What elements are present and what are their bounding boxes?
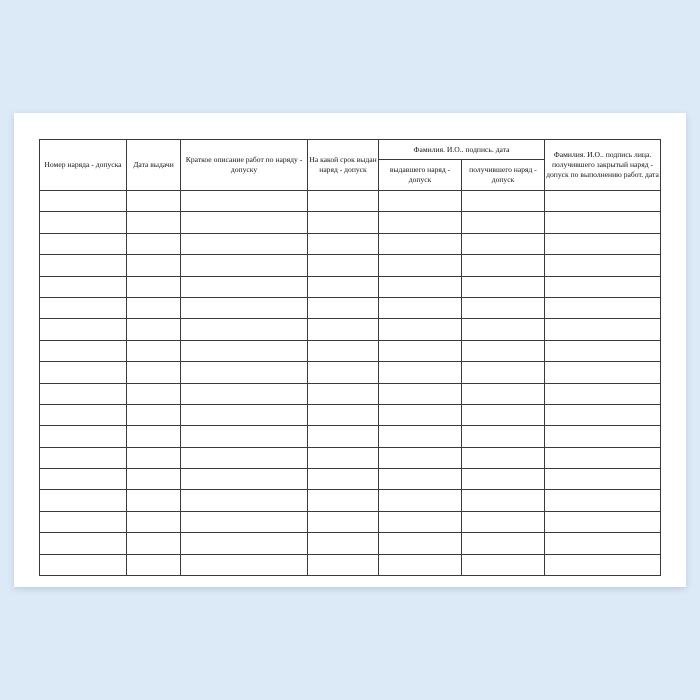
table-cell[interactable]	[40, 362, 127, 383]
table-cell[interactable]	[379, 362, 462, 383]
table-cell[interactable]	[308, 469, 379, 490]
table-cell[interactable]	[181, 426, 308, 447]
table-cell[interactable]	[545, 533, 661, 554]
table-cell[interactable]	[181, 383, 308, 404]
table-cell[interactable]	[545, 447, 661, 468]
table-cell[interactable]	[462, 362, 545, 383]
table-cell[interactable]	[545, 554, 661, 575]
table-cell[interactable]	[127, 319, 181, 340]
table-cell[interactable]	[308, 533, 379, 554]
table-cell[interactable]	[181, 233, 308, 254]
table-cell[interactable]	[40, 255, 127, 276]
table-cell[interactable]	[462, 426, 545, 447]
table-cell[interactable]	[462, 490, 545, 511]
table-cell[interactable]	[40, 469, 127, 490]
table-cell[interactable]	[181, 447, 308, 468]
header-validity-term: На какой срок выдан наряд - допуск	[308, 140, 379, 191]
table-cell[interactable]	[545, 511, 661, 532]
table-cell[interactable]	[308, 319, 379, 340]
table-cell[interactable]	[308, 426, 379, 447]
table-cell[interactable]	[462, 255, 545, 276]
header-issuer: выдавшего наряд - допуск	[379, 160, 462, 191]
table-cell[interactable]	[181, 469, 308, 490]
table-cell[interactable]	[545, 276, 661, 297]
table-cell[interactable]	[181, 212, 308, 233]
table-cell[interactable]	[379, 340, 462, 361]
table-cell[interactable]	[40, 297, 127, 318]
table-cell[interactable]	[545, 255, 661, 276]
table-cell[interactable]	[379, 511, 462, 532]
table-cell[interactable]	[379, 319, 462, 340]
table-cell[interactable]	[127, 511, 181, 532]
table-cell[interactable]	[545, 469, 661, 490]
table-cell[interactable]	[379, 297, 462, 318]
table-body	[40, 191, 661, 576]
header-row-top	[40, 140, 661, 160]
table-row[interactable]	[40, 447, 661, 468]
table-cell[interactable]	[379, 233, 462, 254]
table-cell[interactable]	[127, 404, 181, 425]
table-cell[interactable]	[462, 276, 545, 297]
table-cell[interactable]	[181, 276, 308, 297]
table-cell[interactable]	[127, 383, 181, 404]
table-cell[interactable]	[127, 297, 181, 318]
table-cell[interactable]	[181, 404, 308, 425]
table-cell[interactable]	[545, 233, 661, 254]
table-cell[interactable]	[127, 340, 181, 361]
table-row[interactable]	[40, 233, 661, 254]
table-cell[interactable]	[181, 511, 308, 532]
table-row[interactable]	[40, 469, 661, 490]
table-cell[interactable]	[181, 340, 308, 361]
table-row[interactable]	[40, 426, 661, 447]
table-cell[interactable]	[308, 276, 379, 297]
table-cell[interactable]	[379, 383, 462, 404]
header-group-signature: Фамилия. И.О.. подпись. дата	[379, 140, 545, 160]
table-cell[interactable]	[379, 212, 462, 233]
table-cell[interactable]	[379, 490, 462, 511]
table-row[interactable]	[40, 383, 661, 404]
table-cell[interactable]	[545, 297, 661, 318]
table-cell[interactable]	[40, 404, 127, 425]
table-cell[interactable]	[40, 212, 127, 233]
table-cell[interactable]	[545, 426, 661, 447]
table-cell[interactable]	[379, 404, 462, 425]
table-cell[interactable]	[379, 533, 462, 554]
table-cell[interactable]	[379, 276, 462, 297]
table-cell[interactable]	[462, 233, 545, 254]
table-cell[interactable]	[545, 191, 661, 212]
table-header	[40, 140, 661, 191]
table-row[interactable]	[40, 297, 661, 318]
table-cell[interactable]	[127, 469, 181, 490]
table-row[interactable]	[40, 255, 661, 276]
table-cell[interactable]	[308, 404, 379, 425]
table-cell[interactable]	[462, 297, 545, 318]
table-cell[interactable]	[40, 554, 127, 575]
table-cell[interactable]	[462, 469, 545, 490]
table-cell[interactable]	[308, 340, 379, 361]
table-cell[interactable]	[127, 447, 181, 468]
paper-page	[14, 113, 686, 587]
table-cell[interactable]	[40, 276, 127, 297]
table-cell[interactable]	[379, 554, 462, 575]
table-cell[interactable]	[308, 233, 379, 254]
table-cell[interactable]	[40, 233, 127, 254]
table-cell[interactable]	[127, 191, 181, 212]
table-cell[interactable]	[181, 191, 308, 212]
table-cell[interactable]	[545, 212, 661, 233]
table-cell[interactable]	[127, 255, 181, 276]
table-row[interactable]	[40, 191, 661, 212]
header-receiver: получившего наряд - допуск	[462, 160, 545, 191]
table-cell[interactable]	[40, 490, 127, 511]
table-cell[interactable]	[308, 511, 379, 532]
table-cell[interactable]	[545, 490, 661, 511]
table-cell[interactable]	[127, 276, 181, 297]
table-cell[interactable]	[40, 426, 127, 447]
table-cell[interactable]	[545, 404, 661, 425]
table-cell[interactable]	[379, 255, 462, 276]
table-row[interactable]	[40, 404, 661, 425]
table-cell[interactable]	[462, 383, 545, 404]
table-cell[interactable]	[40, 533, 127, 554]
table-cell[interactable]	[379, 469, 462, 490]
table-cell[interactable]	[40, 447, 127, 468]
table-cell[interactable]	[308, 554, 379, 575]
table-row[interactable]	[40, 533, 661, 554]
table-cell[interactable]	[545, 383, 661, 404]
table-cell[interactable]	[40, 340, 127, 361]
table-cell[interactable]	[127, 533, 181, 554]
table-cell[interactable]	[127, 554, 181, 575]
table-container	[39, 139, 661, 576]
table-cell[interactable]	[127, 426, 181, 447]
table-cell[interactable]	[181, 319, 308, 340]
table-cell[interactable]	[462, 319, 545, 340]
table-cell[interactable]	[308, 362, 379, 383]
header-permit-number: Номер наряда - допуска	[40, 140, 127, 191]
table-cell[interactable]	[379, 426, 462, 447]
table-cell[interactable]	[127, 362, 181, 383]
table-cell[interactable]	[462, 340, 545, 361]
header-issue-date: Дата выдачи	[127, 140, 181, 191]
table-cell[interactable]	[181, 362, 308, 383]
header-closing-person: Фамилия. И.О.. подпись лица. получившего закрытый наряд - допуск по выполнению работ. дата	[545, 140, 661, 191]
table-cell[interactable]	[181, 533, 308, 554]
table-cell[interactable]	[462, 404, 545, 425]
table-row[interactable]	[40, 554, 661, 575]
table-cell[interactable]	[462, 554, 545, 575]
table-cell[interactable]	[181, 490, 308, 511]
table-cell[interactable]	[127, 490, 181, 511]
table-cell[interactable]	[181, 554, 308, 575]
table-cell[interactable]	[308, 255, 379, 276]
table-cell[interactable]	[308, 297, 379, 318]
table-row[interactable]	[40, 362, 661, 383]
table-cell[interactable]	[462, 533, 545, 554]
table-cell[interactable]	[181, 255, 308, 276]
table-cell[interactable]	[308, 383, 379, 404]
table-cell[interactable]	[462, 511, 545, 532]
table-row[interactable]	[40, 511, 661, 532]
table-cell[interactable]	[40, 191, 127, 212]
table-cell[interactable]	[308, 447, 379, 468]
permit-log-table	[39, 139, 661, 576]
table-cell[interactable]	[379, 191, 462, 212]
table-cell[interactable]	[462, 447, 545, 468]
table-row[interactable]	[40, 490, 661, 511]
table-cell[interactable]	[127, 212, 181, 233]
table-row[interactable]	[40, 340, 661, 361]
table-cell[interactable]	[127, 233, 181, 254]
table-cell[interactable]	[379, 447, 462, 468]
table-cell[interactable]	[40, 511, 127, 532]
table-row[interactable]	[40, 212, 661, 233]
table-cell[interactable]	[308, 191, 379, 212]
table-cell[interactable]	[40, 383, 127, 404]
table-cell[interactable]	[462, 191, 545, 212]
table-cell[interactable]	[545, 340, 661, 361]
header-work-description: Краткое описание работ по наряду - допуску	[181, 140, 308, 191]
table-cell[interactable]	[462, 212, 545, 233]
table-cell[interactable]	[545, 362, 661, 383]
table-cell[interactable]	[308, 212, 379, 233]
table-row[interactable]	[40, 319, 661, 340]
table-cell[interactable]	[545, 319, 661, 340]
table-row[interactable]	[40, 276, 661, 297]
table-cell[interactable]	[308, 490, 379, 511]
table-cell[interactable]	[181, 297, 308, 318]
table-cell[interactable]	[40, 319, 127, 340]
